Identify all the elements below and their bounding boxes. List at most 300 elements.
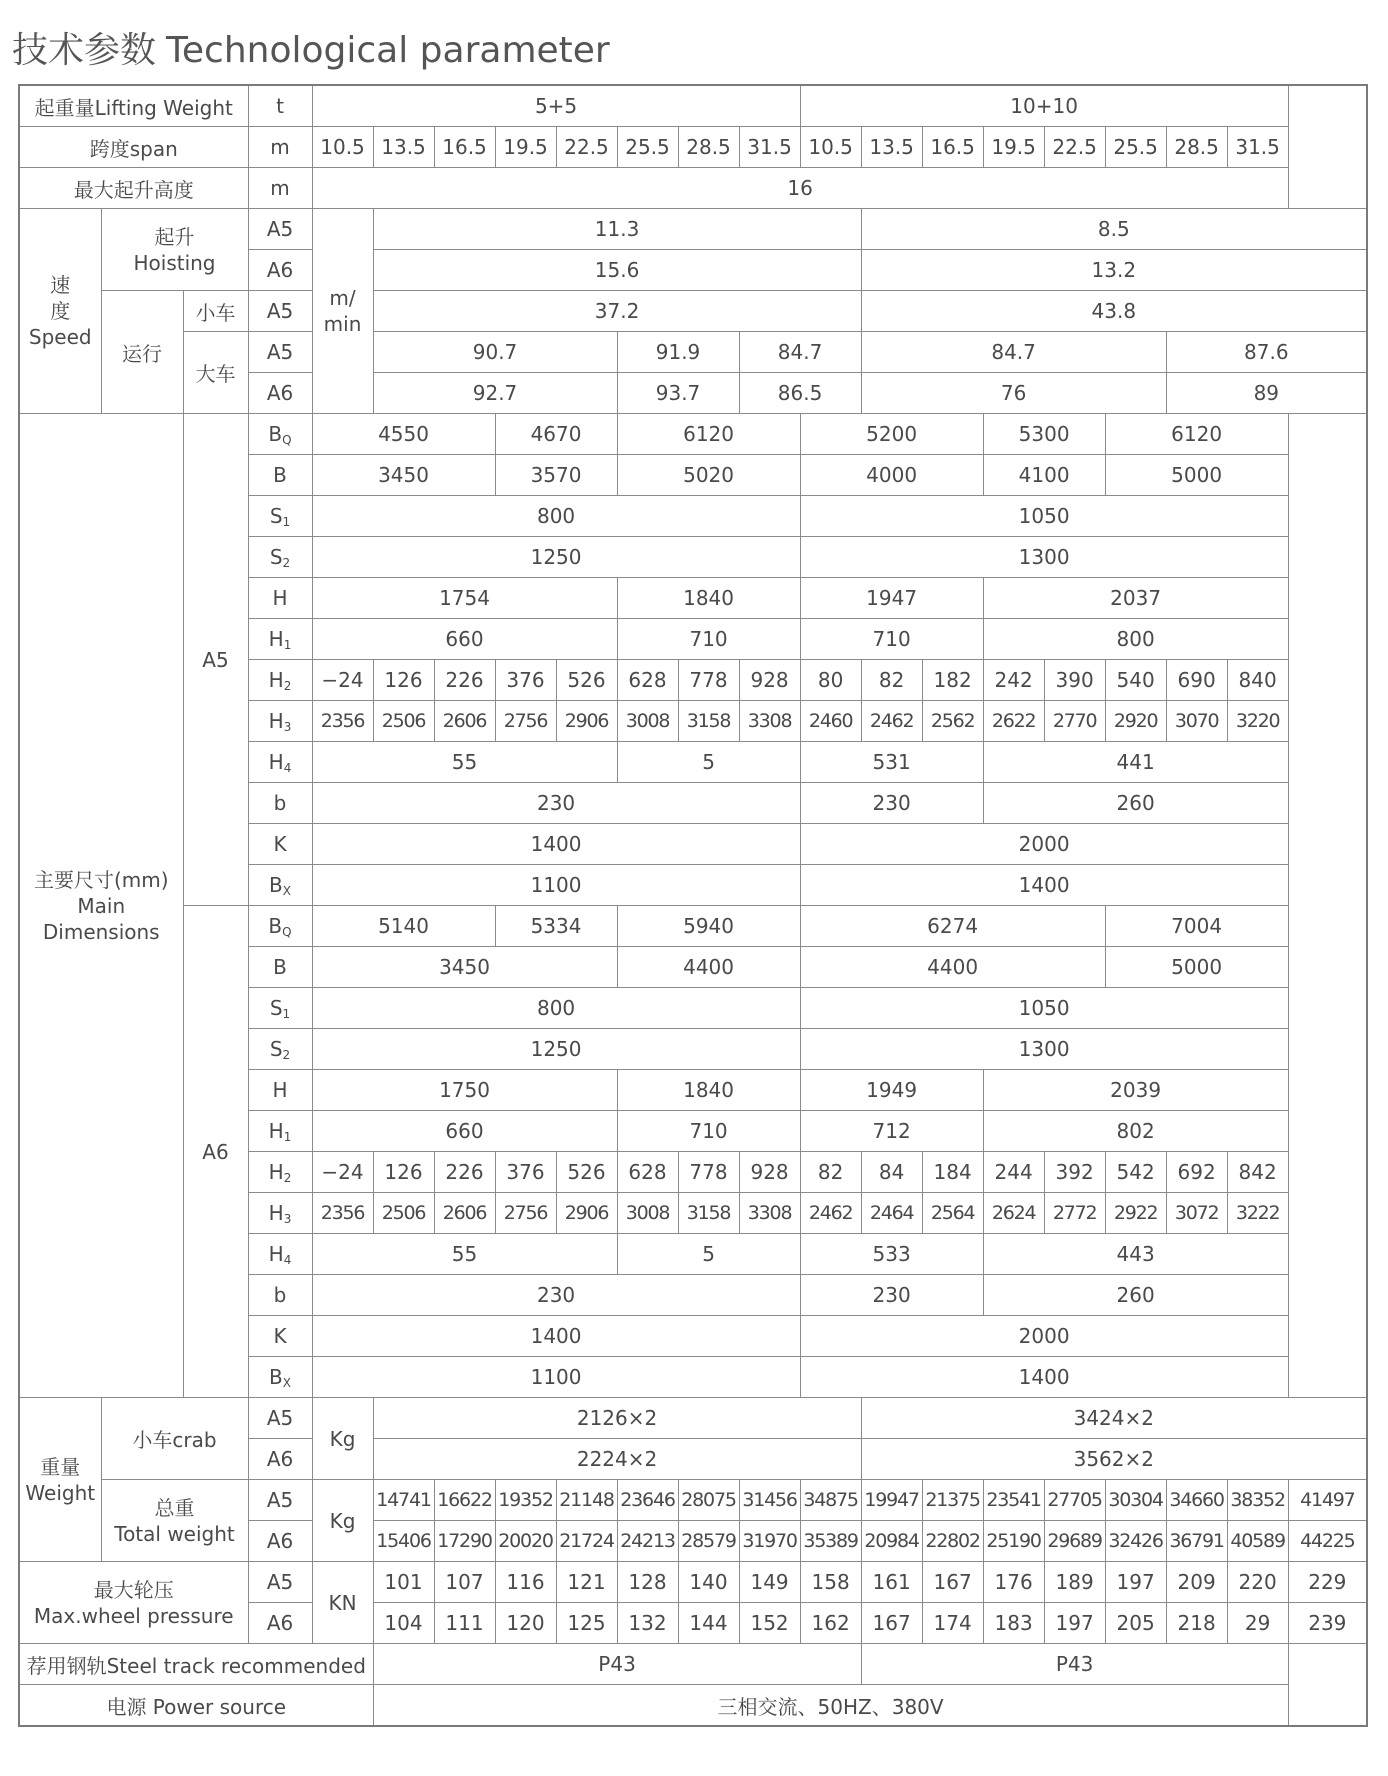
value-cell: 22.5 — [556, 127, 617, 168]
value-cell: 3308 — [739, 701, 800, 742]
unit-cell: t — [248, 85, 312, 127]
value-cell: 260 — [983, 1275, 1288, 1316]
row-speed-hoist-a5 — [19, 209, 1367, 250]
power-label: 电源 Power source — [19, 1685, 373, 1727]
value-cell: 3450 — [312, 455, 495, 496]
value-cell: 84.7 — [861, 332, 1166, 373]
page-title: 技术参数 Technological parameter — [12, 30, 610, 71]
value-cell: 16.5 — [434, 127, 495, 168]
duty-cell: A6 — [183, 906, 248, 1398]
row-rail — [19, 1644, 1367, 1685]
value-cell: 778 — [678, 1152, 739, 1193]
value-cell: 19947 — [861, 1480, 922, 1521]
value-cell: 183 — [983, 1603, 1044, 1644]
value-cell: 80 — [800, 660, 861, 701]
value-cell: 167 — [922, 1562, 983, 1603]
value-cell: 242 — [983, 660, 1044, 701]
value-cell: 3220 — [1227, 701, 1288, 742]
value-cell: 86.5 — [739, 373, 861, 414]
value-cell: 89 — [1166, 373, 1367, 414]
duty-cell: A5 — [183, 414, 248, 906]
value-cell: 628 — [617, 660, 678, 701]
value-cell: 540 — [1105, 660, 1166, 701]
value-cell: 82 — [861, 660, 922, 701]
dimension-symbol: $H_1$ — [248, 619, 312, 660]
value-cell: 1050 — [800, 988, 1288, 1029]
row-weight-crab-a5 — [19, 1398, 1367, 1439]
value-cell: 710 — [617, 619, 800, 660]
value-cell: 2224×2 — [373, 1439, 861, 1480]
value-cell: 660 — [312, 1111, 617, 1152]
value-cell: 3158 — [678, 701, 739, 742]
value-cell: 2462 — [800, 1193, 861, 1234]
value-cell: 28.5 — [1166, 127, 1227, 168]
value-cell: 628 — [617, 1152, 678, 1193]
value-cell: 3008 — [617, 1193, 678, 1234]
value-cell: 2756 — [495, 701, 556, 742]
value-cell: 2460 — [800, 701, 861, 742]
value-cell: 1250 — [312, 537, 800, 578]
value-cell: 23646 — [617, 1480, 678, 1521]
value-cell: 120 — [495, 1603, 556, 1644]
value-cell: 91.9 — [617, 332, 739, 373]
value-cell: 842 — [1227, 1152, 1288, 1193]
value-cell: 1100 — [312, 1357, 800, 1398]
dimension-symbol: $S_2$ — [248, 1029, 312, 1070]
value-cell: 37.2 — [373, 291, 861, 332]
unit-cell: m — [248, 168, 312, 209]
value-cell: 25.5 — [617, 127, 678, 168]
value-cell: 1300 — [800, 537, 1288, 578]
value-cell: 526 — [556, 1152, 617, 1193]
value-cell: 692 — [1166, 1152, 1227, 1193]
value-cell: 1400 — [800, 1357, 1288, 1398]
value-cell: 3008 — [617, 701, 678, 742]
value-cell: 20984 — [861, 1521, 922, 1562]
value-cell: 1400 — [800, 865, 1288, 906]
weight-label: 重量 Weight — [19, 1398, 101, 1562]
value-cell: 5 — [617, 1234, 800, 1275]
value-cell: 2622 — [983, 701, 1044, 742]
value-cell: 121 — [556, 1562, 617, 1603]
value-cell: 126 — [373, 1152, 434, 1193]
duty-cell: A5 — [248, 332, 312, 373]
value-cell: 443 — [983, 1234, 1288, 1275]
value-cell: 2772 — [1044, 1193, 1105, 1234]
unit-cell: Kg — [312, 1480, 373, 1562]
value-cell: 3070 — [1166, 701, 1227, 742]
value-cell: 542 — [1105, 1152, 1166, 1193]
value-cell: 29 — [1227, 1603, 1288, 1644]
value-cell: P43 — [373, 1644, 861, 1685]
value-cell: 38352 — [1227, 1480, 1288, 1521]
value-cell: 90.7 — [373, 332, 617, 373]
value-cell: 2000 — [800, 1316, 1288, 1357]
row-max-height — [19, 168, 1367, 209]
value-cell: 1100 — [312, 865, 800, 906]
value-cell: 16.5 — [922, 127, 983, 168]
value-cell: 5300 — [983, 414, 1105, 455]
value-cell: 116 — [495, 1562, 556, 1603]
unit-cell: m — [248, 127, 312, 168]
rail-label: 荐用钢轨Steel track recommended — [19, 1644, 373, 1685]
value-cell: 55 — [312, 1234, 617, 1275]
value-cell: 111 — [434, 1603, 495, 1644]
value-cell: 22.5 — [1044, 127, 1105, 168]
speed-label: 速度 Speed — [19, 209, 101, 414]
value-cell: 197 — [1044, 1603, 1105, 1644]
dimension-symbol: H — [248, 1070, 312, 1111]
dimension-symbol: $H_1$ — [248, 1111, 312, 1152]
value-cell: 392 — [1044, 1152, 1105, 1193]
value-cell: 28075 — [678, 1480, 739, 1521]
value-cell: 158 — [800, 1562, 861, 1603]
value-cell: 31.5 — [739, 127, 800, 168]
value-cell: 126 — [373, 660, 434, 701]
dimension-symbol: $S_1$ — [248, 988, 312, 1029]
value-cell: 40589 — [1227, 1521, 1288, 1562]
duty-cell: A5 — [248, 291, 312, 332]
value-cell: 10+10 — [800, 85, 1288, 127]
value-cell: 16622 — [434, 1480, 495, 1521]
value-cell: 5200 — [800, 414, 983, 455]
value-cell: 14741 — [373, 1480, 434, 1521]
value-cell: 1250 — [312, 1029, 800, 1070]
value-cell: 55 — [312, 742, 617, 783]
value-cell: 5334 — [495, 906, 617, 947]
dimension-symbol: b — [248, 1275, 312, 1316]
value-cell: P43 — [861, 1644, 1288, 1685]
dimension-symbol: K — [248, 824, 312, 865]
value-cell: 152 — [739, 1603, 800, 1644]
duty-cell: A6 — [248, 373, 312, 414]
value-cell: 1840 — [617, 578, 800, 619]
dimension-symbol: B — [248, 455, 312, 496]
value-cell: 239 — [1288, 1603, 1367, 1644]
value-cell: 218 — [1166, 1603, 1227, 1644]
value-cell: 2506 — [373, 701, 434, 742]
value-cell: 376 — [495, 1152, 556, 1193]
value-cell: 2039 — [983, 1070, 1288, 1111]
value-cell: 840 — [1227, 660, 1288, 701]
value-cell: 3308 — [739, 1193, 800, 1234]
value-cell: 189 — [1044, 1562, 1105, 1603]
value-cell: 43.8 — [861, 291, 1367, 332]
value-cell: 84.7 — [739, 332, 861, 373]
value-cell: 132 — [617, 1603, 678, 1644]
dimension-symbol: $H_3$ — [248, 1193, 312, 1234]
value-cell: 28.5 — [678, 127, 739, 168]
value-cell: 2920 — [1105, 701, 1166, 742]
value-cell: 230 — [312, 783, 800, 824]
value-cell: 3072 — [1166, 1193, 1227, 1234]
value-cell: 2624 — [983, 1193, 1044, 1234]
value-cell: 226 — [434, 1152, 495, 1193]
row-wheel-a5 — [19, 1562, 1367, 1603]
dimension-symbol: $H_4$ — [248, 1234, 312, 1275]
value-cell: 15.6 — [373, 250, 861, 291]
value-cell: 710 — [800, 619, 983, 660]
value-cell: 11.3 — [373, 209, 861, 250]
value-cell: 15406 — [373, 1521, 434, 1562]
value-cell: 2906 — [556, 1193, 617, 1234]
value-cell: 800 — [983, 619, 1288, 660]
value-cell: 87.6 — [1166, 332, 1367, 373]
value-cell: 19.5 — [983, 127, 1044, 168]
value-cell: 13.5 — [373, 127, 434, 168]
value-cell: 230 — [800, 783, 983, 824]
value-cell: 19.5 — [495, 127, 556, 168]
value-cell: 128 — [617, 1562, 678, 1603]
value-cell: 21148 — [556, 1480, 617, 1521]
row-weight-total-a5 — [19, 1480, 1367, 1521]
value-cell: 28579 — [678, 1521, 739, 1562]
value-cell: 533 — [800, 1234, 983, 1275]
value-cell: 1949 — [800, 1070, 983, 1111]
value-cell: 2356 — [312, 1193, 373, 1234]
value-cell: 4670 — [495, 414, 617, 455]
value-cell: 1400 — [312, 824, 800, 865]
dimension-symbol: $H_2$ — [248, 660, 312, 701]
value-cell: 1754 — [312, 578, 617, 619]
dimension-symbol: B — [248, 947, 312, 988]
value-cell: 41497 — [1288, 1480, 1367, 1521]
duty-cell: A6 — [248, 1603, 312, 1644]
value-cell: 176 — [983, 1562, 1044, 1603]
row-speed-trolley — [19, 291, 1367, 332]
dimension-symbol: $B_X$ — [248, 1357, 312, 1398]
value-cell: 3222 — [1227, 1193, 1288, 1234]
lifting-weight-label: 起重量Lifting Weight — [19, 85, 248, 127]
value-cell: 13.2 — [861, 250, 1367, 291]
crab-label: 小车crab — [101, 1398, 248, 1480]
value-cell: 184 — [922, 1152, 983, 1193]
duty-cell: A6 — [248, 1521, 312, 1562]
value-cell: 244 — [983, 1152, 1044, 1193]
value-cell: 4400 — [800, 947, 1105, 988]
value-cell: 3562×2 — [861, 1439, 1367, 1480]
span-label: 跨度span — [19, 127, 248, 168]
unit-cell: KN — [312, 1562, 373, 1644]
trolley-label: 小车 — [183, 291, 248, 332]
row-speed-crane-a5 — [19, 332, 1367, 373]
value-cell: 13.5 — [861, 127, 922, 168]
value-cell: 2564 — [922, 1193, 983, 1234]
value-cell: 1050 — [800, 496, 1288, 537]
value-cell: 22802 — [922, 1521, 983, 1562]
value-cell: 44225 — [1288, 1521, 1367, 1562]
value-cell: −24 — [312, 1152, 373, 1193]
value-cell: 25190 — [983, 1521, 1044, 1562]
value-cell: 2126×2 — [373, 1398, 861, 1439]
value-cell: 182 — [922, 660, 983, 701]
row-a6-BQ — [19, 906, 1367, 947]
row-power — [19, 1685, 1367, 1727]
hoisting-label: 起升 Hoisting — [101, 209, 248, 291]
value-cell: 2606 — [434, 1193, 495, 1234]
value-cell: 140 — [678, 1562, 739, 1603]
value-cell: 16 — [312, 168, 1288, 209]
value-cell: 928 — [739, 660, 800, 701]
value-cell: 34660 — [1166, 1480, 1227, 1521]
value-cell: 1750 — [312, 1070, 617, 1111]
value-cell: 928 — [739, 1152, 800, 1193]
value-cell: 167 — [861, 1603, 922, 1644]
value-cell: 1947 — [800, 578, 983, 619]
value-cell: 三相交流、50HZ、380V — [373, 1685, 1288, 1727]
value-cell: 4400 — [617, 947, 800, 988]
value-cell: 441 — [983, 742, 1288, 783]
value-cell: 5140 — [312, 906, 495, 947]
value-cell: 229 — [1288, 1562, 1367, 1603]
value-cell: 5020 — [617, 455, 800, 496]
value-cell: 2906 — [556, 701, 617, 742]
duty-cell: A6 — [248, 250, 312, 291]
value-cell: 31456 — [739, 1480, 800, 1521]
max-height-label: 最大起升高度 — [19, 168, 248, 209]
value-cell: 2356 — [312, 701, 373, 742]
value-cell: 6120 — [617, 414, 800, 455]
value-cell: 25.5 — [1105, 127, 1166, 168]
value-cell: 23541 — [983, 1480, 1044, 1521]
value-cell: 36791 — [1166, 1521, 1227, 1562]
value-cell: 10.5 — [800, 127, 861, 168]
value-cell: 2462 — [861, 701, 922, 742]
value-cell: 104 — [373, 1603, 434, 1644]
travel-label: 运行 — [101, 291, 183, 414]
value-cell: 2000 — [800, 824, 1288, 865]
value-cell: 21724 — [556, 1521, 617, 1562]
value-cell: 162 — [800, 1603, 861, 1644]
value-cell: 660 — [312, 619, 617, 660]
value-cell: 17290 — [434, 1521, 495, 1562]
value-cell: 174 — [922, 1603, 983, 1644]
value-cell: 2464 — [861, 1193, 922, 1234]
dimension-symbol: $B_Q$ — [248, 906, 312, 947]
value-cell: 2037 — [983, 578, 1288, 619]
value-cell: 10.5 — [312, 127, 373, 168]
value-cell: 526 — [556, 660, 617, 701]
dimension-symbol: b — [248, 783, 312, 824]
row-a5-BQ — [19, 414, 1367, 455]
value-cell: 712 — [800, 1111, 983, 1152]
value-cell: 230 — [312, 1275, 800, 1316]
value-cell: 802 — [983, 1111, 1288, 1152]
value-cell: 1400 — [312, 1316, 800, 1357]
value-cell: 778 — [678, 660, 739, 701]
value-cell: 76 — [861, 373, 1166, 414]
dimension-symbol: H — [248, 578, 312, 619]
row-span — [19, 127, 1367, 168]
value-cell: 390 — [1044, 660, 1105, 701]
value-cell: 260 — [983, 783, 1288, 824]
value-cell: 3158 — [678, 1193, 739, 1234]
value-cell: 5+5 — [312, 85, 800, 127]
value-cell: 101 — [373, 1562, 434, 1603]
total-weight-label: 总重 Total weight — [101, 1480, 248, 1562]
crane-label: 大车 — [183, 332, 248, 414]
value-cell: 4000 — [800, 455, 983, 496]
value-cell: 32426 — [1105, 1521, 1166, 1562]
duty-cell: A5 — [248, 1398, 312, 1439]
value-cell: 30304 — [1105, 1480, 1166, 1521]
duty-cell: A5 — [248, 209, 312, 250]
value-cell: 5940 — [617, 906, 800, 947]
value-cell: 31970 — [739, 1521, 800, 1562]
value-cell: 3424×2 — [861, 1398, 1367, 1439]
value-cell: 800 — [312, 496, 800, 537]
value-cell: 2756 — [495, 1193, 556, 1234]
dimension-symbol: K — [248, 1316, 312, 1357]
value-cell: 93.7 — [617, 373, 739, 414]
dimension-symbol: $S_1$ — [248, 496, 312, 537]
value-cell: 2606 — [434, 701, 495, 742]
value-cell: 2506 — [373, 1193, 434, 1234]
speed-unit: m/ min — [312, 209, 373, 414]
value-cell: 1300 — [800, 1029, 1288, 1070]
value-cell: 107 — [434, 1562, 495, 1603]
dimension-symbol: $H_3$ — [248, 701, 312, 742]
wheel-pressure-label: 最大轮压 Max.wheel pressure — [19, 1562, 248, 1644]
value-cell: 24213 — [617, 1521, 678, 1562]
value-cell: 92.7 — [373, 373, 617, 414]
value-cell: 4550 — [312, 414, 495, 455]
dimension-symbol: $S_2$ — [248, 537, 312, 578]
value-cell: 710 — [617, 1111, 800, 1152]
value-cell: 35389 — [800, 1521, 861, 1562]
value-cell: 8.5 — [861, 209, 1367, 250]
value-cell: 376 — [495, 660, 556, 701]
value-cell: 5000 — [1105, 455, 1288, 496]
dimension-symbol: $H_2$ — [248, 1152, 312, 1193]
value-cell: 7004 — [1105, 906, 1288, 947]
value-cell: 6274 — [800, 906, 1105, 947]
value-cell: 144 — [678, 1603, 739, 1644]
value-cell: 34875 — [800, 1480, 861, 1521]
dimension-symbol: $B_Q$ — [248, 414, 312, 455]
value-cell: 220 — [1227, 1562, 1288, 1603]
parameter-table — [18, 84, 1368, 1727]
row-lifting-weight — [19, 85, 1367, 127]
value-cell: 4100 — [983, 455, 1105, 496]
value-cell: 19352 — [495, 1480, 556, 1521]
value-cell: 205 — [1105, 1603, 1166, 1644]
value-cell: 3450 — [312, 947, 617, 988]
duty-cell: A6 — [248, 1439, 312, 1480]
value-cell: 6120 — [1105, 414, 1288, 455]
value-cell: 1840 — [617, 1070, 800, 1111]
value-cell: 197 — [1105, 1562, 1166, 1603]
value-cell: 3570 — [495, 455, 617, 496]
value-cell: 125 — [556, 1603, 617, 1644]
value-cell: 2562 — [922, 701, 983, 742]
duty-cell: A5 — [248, 1480, 312, 1521]
dimension-symbol: $B_X$ — [248, 865, 312, 906]
value-cell: −24 — [312, 660, 373, 701]
unit-cell: Kg — [312, 1398, 373, 1480]
value-cell: 27705 — [1044, 1480, 1105, 1521]
value-cell: 31.5 — [1227, 127, 1288, 168]
value-cell: 531 — [800, 742, 983, 783]
duty-cell: A5 — [248, 1562, 312, 1603]
value-cell: 29689 — [1044, 1521, 1105, 1562]
main-dimensions-label: 主要尺寸(mm) Main Dimensions — [19, 414, 183, 1398]
value-cell: 5000 — [1105, 947, 1288, 988]
value-cell: 5 — [617, 742, 800, 783]
value-cell: 226 — [434, 660, 495, 701]
value-cell: 2922 — [1105, 1193, 1166, 1234]
dimension-symbol: $H_4$ — [248, 742, 312, 783]
